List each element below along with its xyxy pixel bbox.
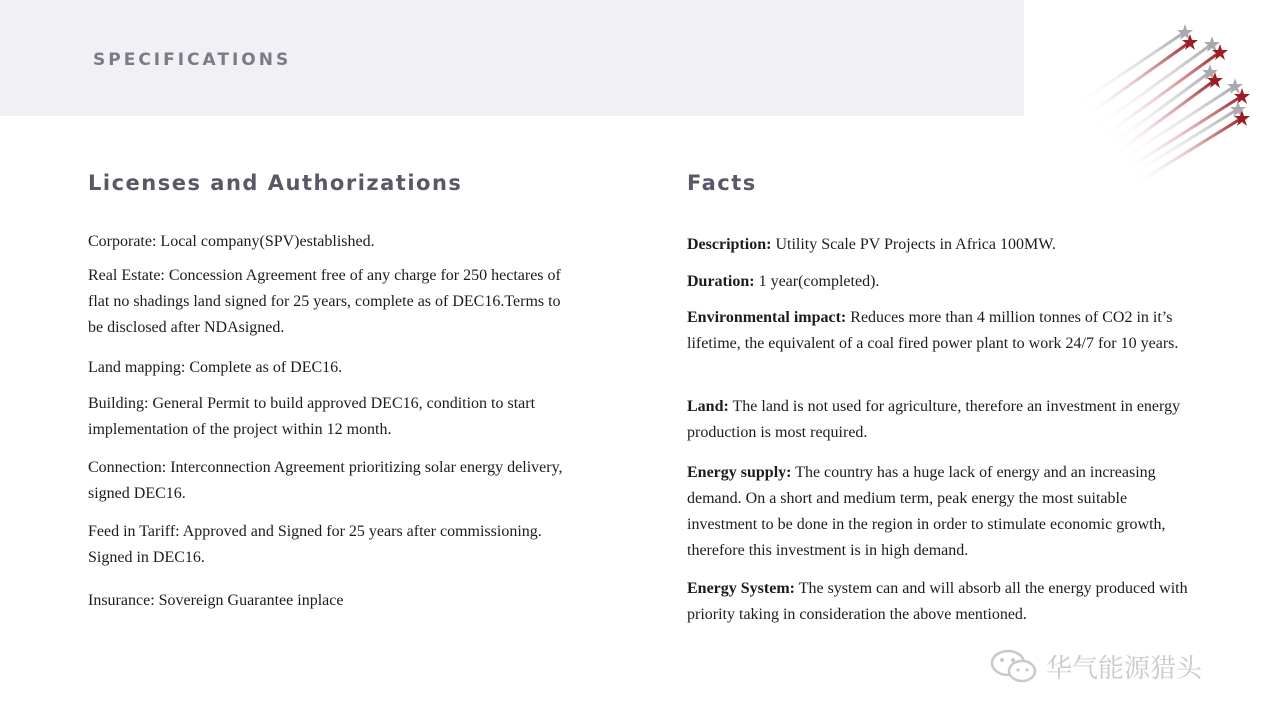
license-item-land-mapping	[88, 355, 563, 381]
item-text: General Permit to build approved DEC16, condition to start implementation of the project within 12 month.	[88, 395, 536, 438]
item-text: 1 year(completed).	[754, 273, 880, 290]
facts-heading: Facts	[687, 171, 757, 195]
license-item-feed-in-tariff	[88, 519, 563, 571]
item-text: Sovereign Guarantee inplace	[154, 592, 344, 609]
item-text: Reduces more than 4 million tonnes of CO2 in it’s lifetime, the equivalent of a coal fired power plant to work 24/7 for 10 years.	[687, 309, 1179, 352]
item-text: Local company(SPV)established.	[156, 233, 375, 250]
item-text: Concession Agreement free of any charge for 250 hectares of flat no shadings land signed for 25 years, complete as of DEC16.Terms to be disclosed after NDAsigned.	[88, 267, 561, 336]
item-text: The system can and will absorb all the energy produced with priority taking in consideration the above mentioned.	[687, 580, 1188, 623]
fact-item-environmental-impact	[687, 305, 1197, 357]
item-text: The land is not used for agriculture, therefore an investment in energy production is most required.	[687, 398, 1181, 441]
item-text: Interconnection Agreement prioritizing solar energy delivery, signed DEC16.	[88, 459, 563, 502]
item-label: Corporate:	[88, 233, 157, 250]
item-label: Energy System:	[687, 580, 795, 597]
item-label: Land:	[687, 398, 729, 415]
license-item-connection	[88, 455, 563, 507]
item-text: The country has a huge lack of energy and an increasing demand. On a short and medium term, peak energy the most suitable investment to be done in the region in order to stimulate economic growth, therefore this investment is in high demand.	[687, 464, 1166, 559]
watermark-text: 华气能源猎头	[1046, 653, 1203, 684]
shooting-stars-logo	[1060, 14, 1270, 204]
item-label: Environmental impact:	[687, 309, 847, 326]
license-item-real-estate	[88, 263, 563, 341]
item-text: Complete as of DEC16.	[185, 359, 343, 376]
wechat-icon	[988, 646, 1040, 686]
item-label: Feed in Tariff:	[88, 523, 180, 540]
item-label: Building:	[88, 395, 149, 412]
license-item-corporate	[88, 229, 563, 255]
item-label: Land mapping:	[88, 359, 186, 376]
item-label: Description:	[687, 236, 772, 253]
item-text: Approved and Signed for 25 years after commissioning. Signed in DEC16.	[88, 523, 542, 566]
fact-item-description	[687, 232, 1197, 258]
watermark	[988, 646, 1202, 686]
licenses-heading: Licenses and Authorizations	[88, 171, 463, 195]
star-trails	[1070, 32, 1242, 186]
star-icon	[1227, 78, 1243, 94]
page-title: SPECIFICATIONS	[93, 50, 292, 70]
item-label: Real Estate:	[88, 267, 165, 284]
item-text: Utility Scale PV Projects in Africa 100MW.	[771, 236, 1056, 253]
item-label: Duration:	[687, 273, 755, 290]
fact-item-duration	[687, 269, 1197, 295]
item-label: Insurance:	[88, 592, 155, 609]
license-item-building	[88, 391, 563, 443]
fact-item-energy-supply	[687, 460, 1197, 564]
fact-item-energy-system	[687, 576, 1197, 628]
fact-item-land	[687, 394, 1197, 446]
item-label: Energy supply:	[687, 464, 792, 481]
license-item-insurance	[88, 588, 563, 614]
item-label: Connection:	[88, 459, 167, 476]
